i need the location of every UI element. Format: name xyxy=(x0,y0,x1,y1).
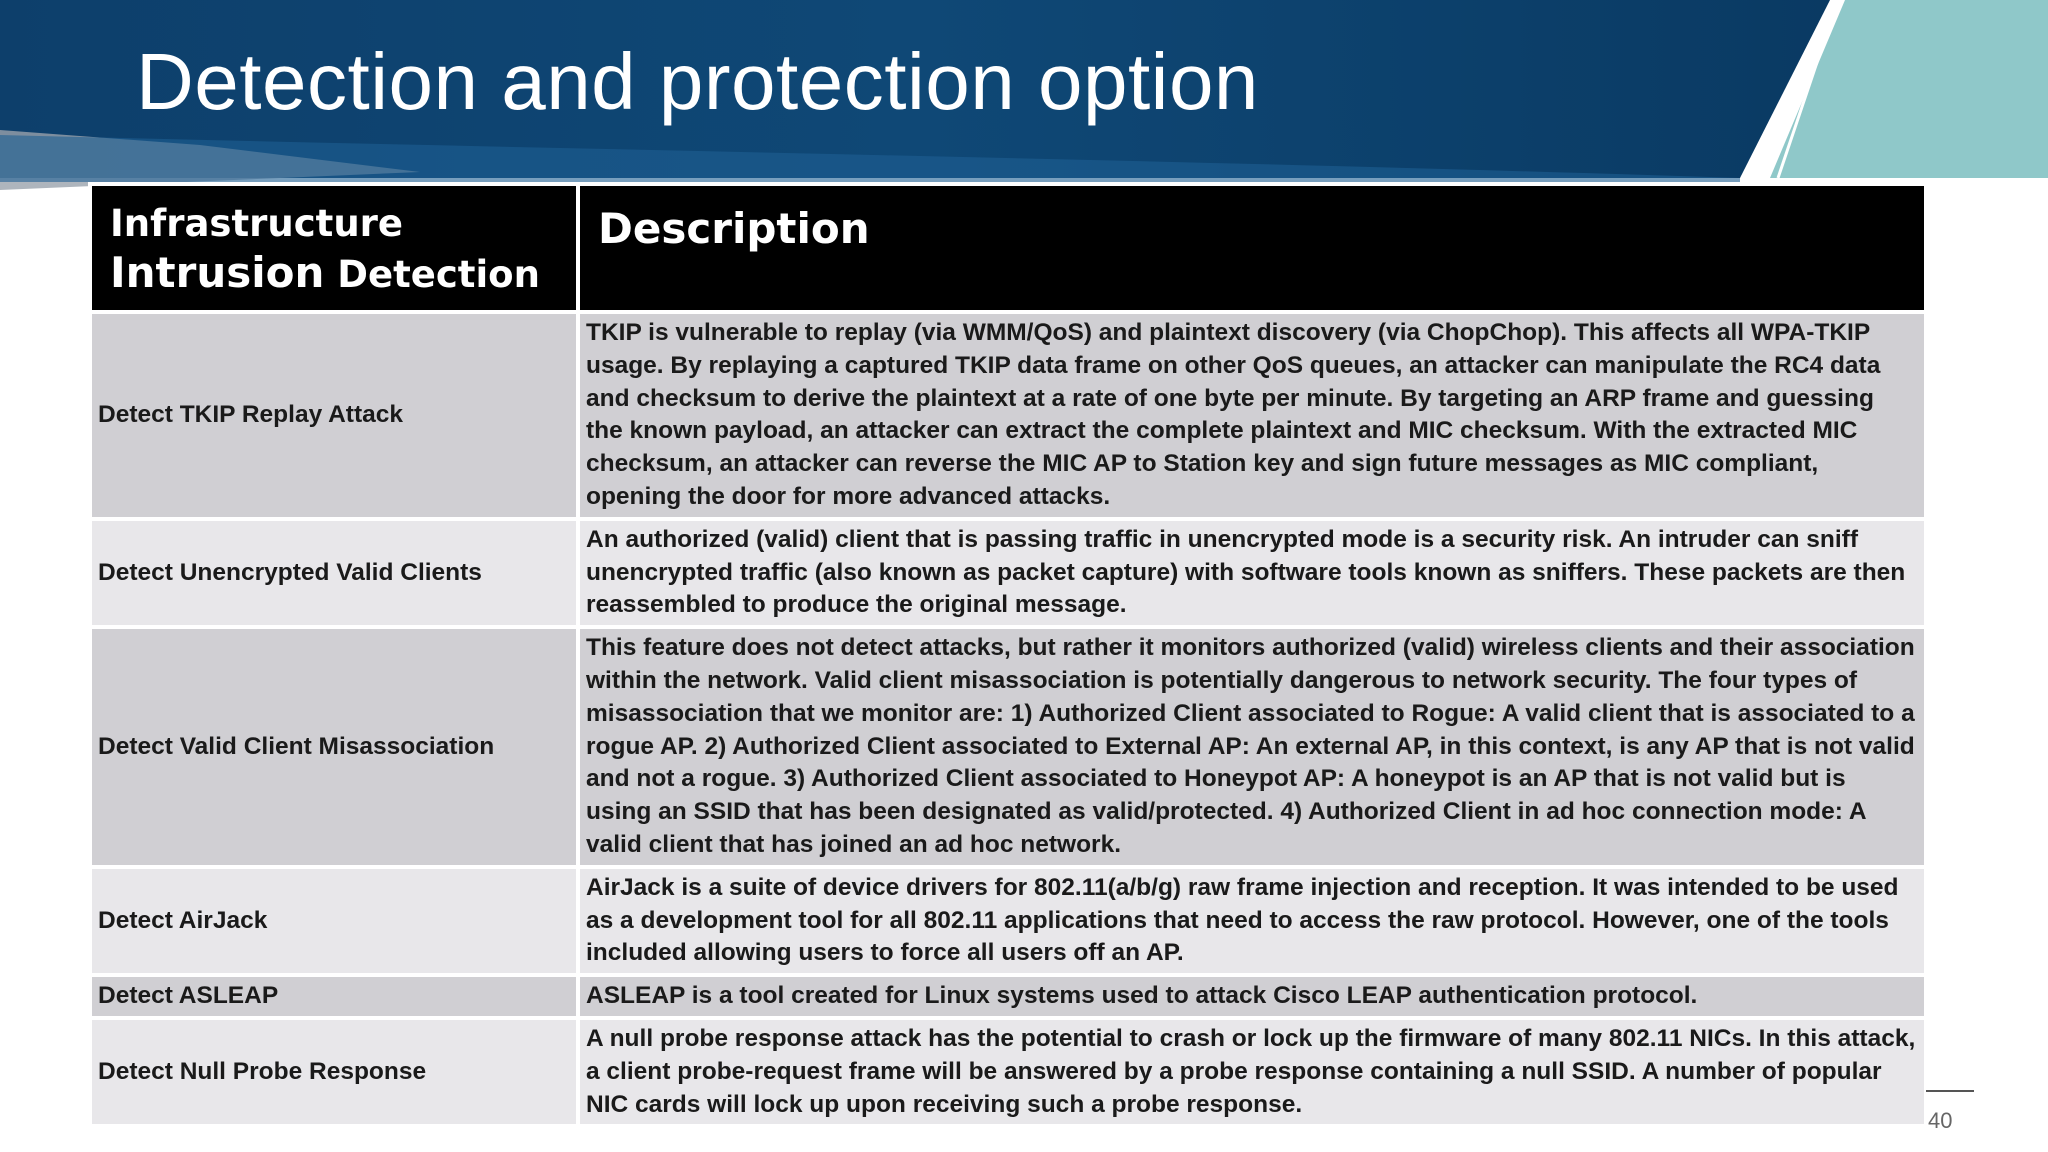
table-row xyxy=(92,314,1924,517)
header-infrastructure-ids xyxy=(92,186,576,310)
ids-table xyxy=(88,182,1928,1128)
row-description: A null probe response attack has the potential to crash or lock up the firmware of many 802.11 NICs. In this attack, a client probe-request frame will be answered by a probe response containing a null SSID. A number of popular NIC cards will lock up upon receiving such a probe response. xyxy=(580,1020,1924,1124)
header-description xyxy=(580,186,1924,310)
row-name: Detect Valid Client Misassociation xyxy=(92,629,576,865)
header-col1-line2 xyxy=(110,248,558,300)
row-name: Detect Unencrypted Valid Clients xyxy=(92,521,576,625)
row-description: AirJack is a suite of device drivers for 802.11(a/b/g) raw frame injection and reception. It was intended to be used as a development tool for all 802.11 applications that need to access the raw protocol. However, one of the tools included allowing users to force all users off an AP. xyxy=(580,869,1924,973)
header-col1-detection: Detection xyxy=(324,253,540,296)
footer-divider xyxy=(1926,1090,1974,1092)
table-row xyxy=(92,977,1924,1016)
page-number: 40 xyxy=(1928,1108,1953,1133)
row-name: Detect Null Probe Response xyxy=(92,1020,576,1124)
header-col2-label: Description xyxy=(598,204,870,253)
row-description: TKIP is vulnerable to replay (via WMM/QoS) and plaintext discovery (via ChopChop). This affects all WPA-TKIP usage. By replaying a captured TKIP data frame on other QoS queues, an attacker can manipulate the RC4 data and checksum to derive the plaintext at a rate of one byte per minute. By targeting an ARP frame and guessing the known payload, an attacker can extract the complete plaintext and MIC checksum. With the extracted MIC checksum, an attacker can reverse the MIC AP to Station key and sign future messages as MIC compliant, opening the door for more advanced attacks. xyxy=(580,314,1924,517)
header-col1-intrusion: Intrusion xyxy=(110,248,325,297)
row-name: Detect AirJack xyxy=(92,869,576,973)
table-row xyxy=(92,869,1924,973)
row-description: ASLEAP is a tool created for Linux systems used to attack Cisco LEAP authentication protocol. xyxy=(580,977,1924,1016)
row-name: Detect TKIP Replay Attack xyxy=(92,314,576,517)
slide-title: Detection and protection option xyxy=(136,37,1259,126)
table-row xyxy=(92,629,1924,865)
row-name: Detect ASLEAP xyxy=(92,977,576,1016)
header-col1-line1: Infrastructure xyxy=(110,202,404,245)
row-description: This feature does not detect attacks, but rather it monitors authorized (valid) wireless clients and their association within the network. Valid client misassociation is potentially dangerous to network security. The four types of misassociation that we monitor are: 1) Authorized Client associated to Rogue: A valid client that is associated to a rogue AP. 2) Authorized Client associated to External AP: An external AP, in this context, is any AP that is not valid and not a rogue. 3) Authorized Client associated to Honeypot AP: A honeypot is an AP that is not valid but is using an SSID that has been designated as valid/protected. 4) Authorized Client in ad hoc connection mode: A valid client that has joined an ad hoc network. xyxy=(580,629,1924,865)
table-header-row xyxy=(92,186,1924,310)
ids-table-container xyxy=(88,182,1928,1128)
table-row xyxy=(92,521,1924,625)
table-row xyxy=(92,1020,1924,1124)
row-description: An authorized (valid) client that is passing traffic in unencrypted mode is a security risk. An intruder can sniff unencrypted traffic (also known as packet capture) with software tools known as sniffers. These packets are then reassembled to produce the original message. xyxy=(580,521,1924,625)
